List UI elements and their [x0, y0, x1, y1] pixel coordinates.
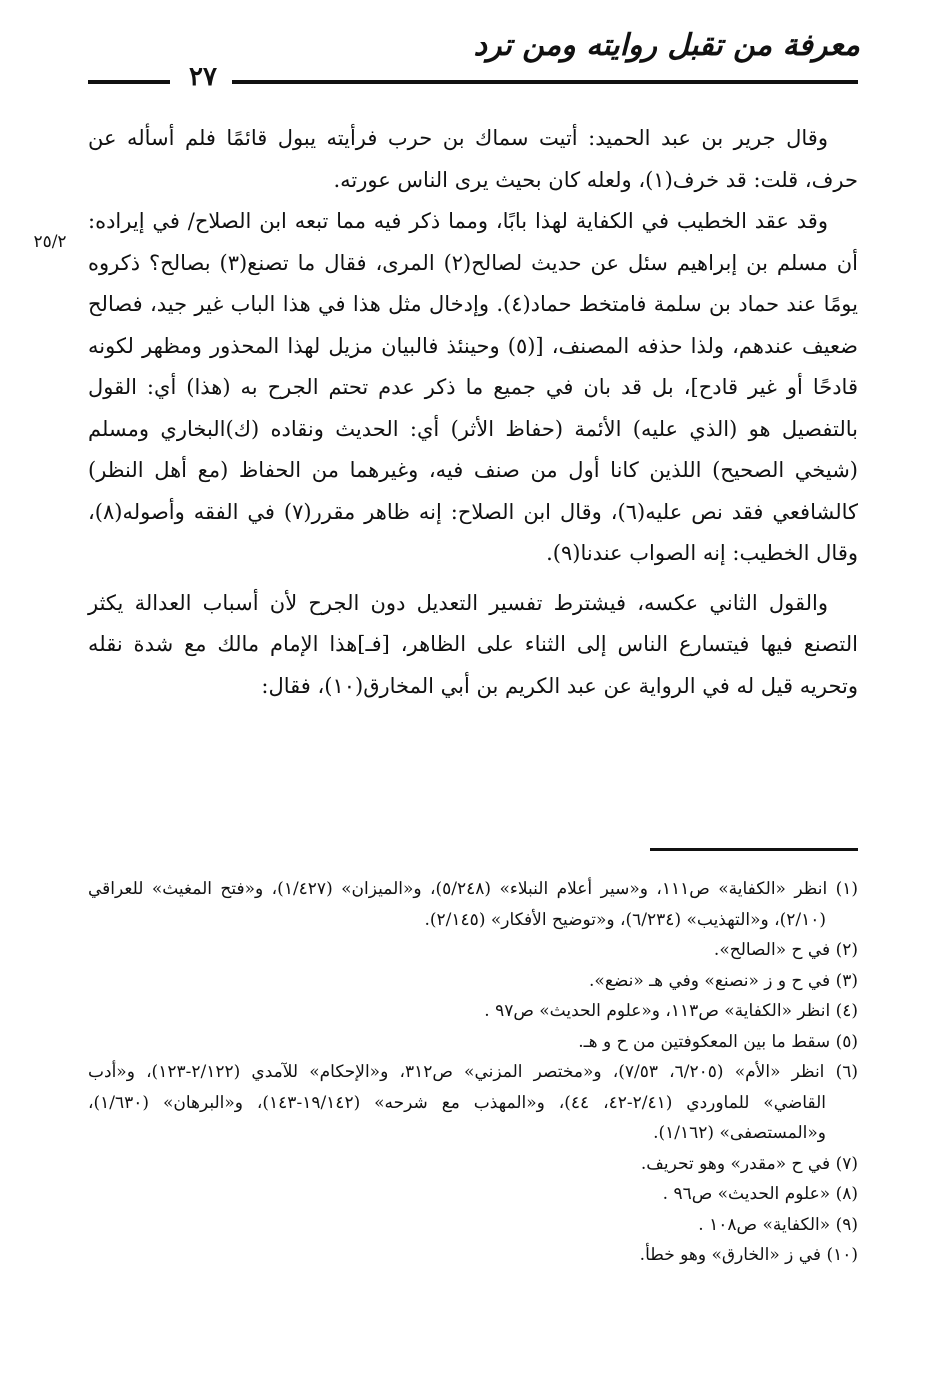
paragraph: وقال جرير بن عبد الحميد: أتيت سماك بن حرب فرأيته يبول قائمًا فلم أسأله عن حرف، قلت: قد خرف(١)، ولعله كان بحيث يرى الناس عورته.	[88, 126, 858, 192]
footnote: (٩) «الكفاية» ص١٠٨ .	[698, 1214, 858, 1235]
header-rule	[88, 80, 170, 84]
footnote-separator	[650, 848, 858, 851]
footnote: (١) انظر «الكفاية» ص١١١، و«سير أعلام النبلاء» (٥/٢٤٨)، و«الميزان» (١/٤٢٧)، و«فتح المغيث» للعراقي (٢/١٠)، و«التهذيب» (٦/٢٣٤)، و«توضيح الأفكار» (٢/١٤٥).	[88, 879, 859, 930]
footnote: (٦) انظر «الأم» (٦/٢٠٥، ٧/٥٣)، و«مختصر المزني» ص٣١٢، و«الإحكام» للآمدي (٢/١٢٢-١٢٣)، و«أدب القاضي» للماوردي (٢/٤١-٤٢، ٤٤)، و«المهذب مع شرحه» (١٩/١٤٢-١٤٣)، و«البرهان» (١/٦٣٠)، و«المستصفى» (١/١٦٢).	[88, 1062, 858, 1143]
footnote: (٧) في ح «مقدر» وهو تحريف.	[640, 1153, 858, 1174]
running-header-title: معرفة من تقبل روايته ومن ترد	[473, 28, 860, 63]
paragraph: وقد عقد الخطيب في الكفاية لهذا بابًا، ومما ذكر فيه مما تبعه ابن الصلاح/ في إيراده: أن مسلم بن إبراهيم سئل عن حديث لصالح(٢) المرى، فقال ما تصنع(٣) بصالح؟ ذكروه يومًا عند حماد بن سلمة فامتخط حماد(٤). وإدخال مثل هذا في هذا الباب غير جيد، فصالح ضعيف عندهم، ولذا حذفه المصنف، [(٥) وحينئذ فالبيان مزيل لهذا المحذور ومظهر لكونه قادحًا أو غير قادح]، بل قد بان في جميع ما ذكر عدم تحتم الجرح به (هذا) أي: القول بالتفصيل هو (الذي عليه) الأئمة (حفاظ الأثر) أي: الحديث ونقاده (ك)البخاري ومسلم (شيخي الصحيح) اللذين كانا أول من صنف فيه، وغيرهما من الحفاظ (مع أهل النظر) كالشافعي فقد نص عليه(٦)، وقال ابن الصلاح: إنه ظاهر مقرر(٧) في الفقه وأصوله(٨)، وقال الخطيب: إنه الصواب عندنا(٩).	[88, 209, 859, 565]
footnote: (١٠) في ز «الخارق» وهو خطأ.	[639, 1245, 858, 1265]
footnotes	[88, 874, 858, 1271]
page-number: ٢٧	[189, 62, 217, 92]
footnote: (٣) في ح و ز «نصنع» وفي هـ «نضع».	[589, 970, 858, 991]
footnote: (٤) انظر «الكفاية» ص١١٣، و«علوم الحديث» ص٩٧ .	[484, 1001, 858, 1021]
footnote: (٥) سقط ما بين المعكوفتين من ح و هـ.	[578, 1031, 858, 1052]
margin-page-reference: ٢٥/٢	[33, 232, 67, 252]
paragraph: والقول الثاني عكسه، فيشترط تفسير التعديل دون الجرح لأن أسباب العدالة يكثر التصنع فيها فيتسارع الناس إلى الثناء على الظاهر، [فـ]هذا الإمام مالك مع شدة نقله وتحريه قيل له في الرواية عن عبد الكريم بن أبي المخارق(١٠)، فقال:	[88, 590, 858, 698]
header-rule	[232, 80, 858, 84]
footnote: (٨) «علوم الحديث» ص٩٦ .	[662, 1184, 858, 1204]
footnote: (٢) في ح «الصالح».	[713, 940, 858, 960]
main-text	[88, 118, 858, 707]
